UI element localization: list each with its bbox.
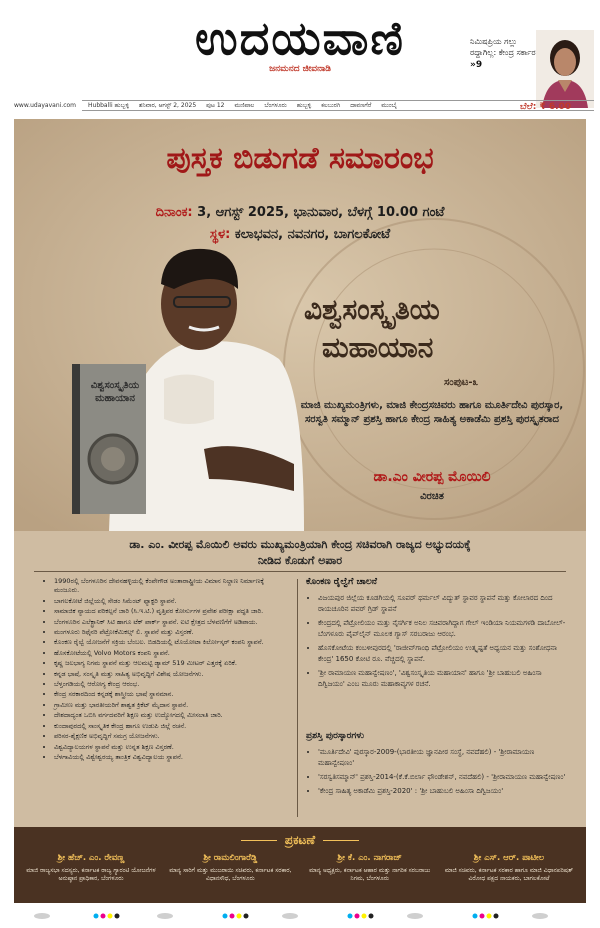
publisher-role: ಮಾನ್ಯ ಅಧ್ಯಕ್ಷರು, ಕರ್ನಾಟಕ ಆಹಾರ ಮತ್ತು ನಾಗರಿಕ ಸರಬರಾಜು ನಿಗಮ, ಬೆಂಗಳೂರು bbox=[309, 867, 431, 882]
list-item: • 1990ರಲ್ಲಿ ಬೆಂಗಳೂರಿನ ದೇವನಹಳ್ಳಿಯಲ್ಲಿ ಕೆಂಪೇಗೌಡ ಅಂತಾರಾಷ್ಟ್ರೀಯ ವಿಮಾನ ನಿಲ್ದಾಣ ನಿರ್ಮಾಣಕ್ಕೆ ಮಂಜೂರು. bbox=[54, 577, 286, 596]
publisher-card bbox=[303, 853, 437, 883]
publisher-name: ಶ್ರೀ ಹೆಚ್. ಎಂ. ರೇವಣ್ಣ bbox=[57, 853, 125, 863]
list-item: • ವಿಶ್ವವಿದ್ಯಾಲಯಗಳ ಸ್ಥಾಪನೆ ಮತ್ತು ಉನ್ನತ ಶಿಕ್ಷಣ ವಿಸ್ತರಣೆ. bbox=[54, 743, 286, 752]
publisher-name: ಶ್ರೀ ಕೆ. ಎಂ. ನಾಗರಾಜ್ bbox=[337, 853, 402, 863]
publisher-card bbox=[442, 853, 576, 883]
list-item: • ಕೊಂಕಣ ರೈಲ್ವೆ ಯೋಜನೆಗೆ ಸಕ್ರಿಯ ಬೆಂಬಲ. ಬಿಡದಿಯಲ್ಲಿ ಟೊಯೋಟಾ ಕಿರ್ಲೋಸ್ಕರ್ ಕಂಪನಿ ಸ್ಥಾಪನೆ. bbox=[54, 638, 286, 647]
side-news-page: »9 bbox=[470, 60, 483, 70]
divider bbox=[34, 571, 566, 572]
strip-item: ಕಲಬುರಗಿ bbox=[321, 102, 341, 109]
strip-item: ಮುಂಬೈ bbox=[381, 102, 397, 109]
section-heading: ಪ್ರಶಸ್ತಿ ಪುರಸ್ಕಾರಗಳು bbox=[306, 731, 365, 741]
list-item: • ಕೇಂದ್ರದಲ್ಲಿ ಪೆಟ್ರೋಲಿಯಂ ಮತ್ತು ನೈಸರ್ಗಿಕ ಅನಿಲ ಸಚಿವರಾಗಿದ್ದಾಗ ಗೇಲ್ ಇಂಡಿಯಾ ನಿಯಮಗಳಡಿ ದಾಬೋಲ್-ಬೆಂಗಳೂರು ಪೈಪ್‌ಲೈನ್ ಮೂಲಕ ಗ್ಯಾಸ್ ಸರಬರಾಜು ಆರಂಭ. bbox=[318, 618, 568, 640]
list-item: • ಮಂಗಳೂರು ರಿಫೈನರಿ ಪೆಟ್ರೋಕೆಮಿಕಲ್ಸ್ ಲಿ. ಸ್ಥಾಪನೆ ಮತ್ತು ವಿಸ್ತರಣೆ. bbox=[54, 628, 286, 637]
strip-item: ಪುಟ 12 bbox=[206, 102, 225, 109]
venue-label: ಸ್ಥಳ: bbox=[209, 227, 231, 242]
list-item: • ಕೇಂದ್ರ ಸರಕಾರದಿಂದ ಕನ್ನಡಕ್ಕೆ ಶಾಸ್ತ್ರೀಯ ಭಾಷೆ ಸ್ಥಾನಮಾನ. bbox=[54, 690, 286, 699]
publisher-card bbox=[24, 853, 158, 883]
list-item: • ಪರಿಸರ-ಶೈಕ್ಷಣಿಕ ಅಭಿವೃದ್ಧಿಗೆ ಸಮಗ್ರ ಯೋಜನೆಗಳು. bbox=[54, 732, 286, 741]
list-item: • ಕುಂದಾಪುರದಲ್ಲಿ ಸಾಂಸ್ಕೃತಿಕ ಕೇಂದ್ರ ಹಾಗೂ ಉಡುಪಿ ಜಿಲ್ಲೆ ರಚನೆ. bbox=[54, 722, 286, 731]
author-name: ಡಾ.ಎಂ ವೀರಪ್ಪ ಮೊಯಿಲಿ bbox=[373, 469, 491, 485]
event-date bbox=[14, 205, 586, 220]
publisher-card bbox=[163, 853, 297, 883]
list-item: • 'ಮೂರ್ತಿದೇವಿ' ಪುರಸ್ಕಾರ-2009-(ಭಾರತೀಯ ಜ್ಞಾನಪೀಠ ಸಂಸ್ಥೆ, ನವದೆಹಲಿ) - 'ಶ್ರೀರಾಮಾಯಣ ಮಹಾನ್ವೇಷಣಂ' bbox=[318, 747, 568, 769]
print-registration-marks bbox=[0, 906, 600, 928]
list-item: • ಬಾಗಲಕೋಟೆ ಜಿಲ್ಲೆಯಲ್ಲಿ ಸೇಡಂ ಸಿಮೆಂಟ್ ಫ್ಯಾಕ್ಟರಿ ಸ್ಥಾಪನೆ. bbox=[54, 597, 286, 606]
price-label: ಬೆಲೆ: ₹ 6.00 bbox=[520, 102, 572, 112]
list-item: • 'ಕೇಂದ್ರ ಸಾಹಿತ್ಯ ಅಕಾಡೆಮಿ ಪ್ರಶಸ್ತಿ-2020' : 'ಶ್ರೀ ಬಾಹುಬಲಿ ಅಹಿಂಸಾ ದಿಗ್ವಿಜಯಂ' bbox=[318, 786, 568, 797]
series-title-line2: ಮಹಾಯಾನ bbox=[322, 331, 434, 364]
masthead bbox=[0, 0, 600, 112]
list-item: • ವಿಜಯಪುರ ಜಿಲ್ಲೆಯ ಕೂಡಗಿಯಲ್ಲಿ ಸೂಪರ್ ಥರ್ಮಲ್ ವಿದ್ಯುತ್ ಸ್ಥಾವರ ಸ್ಥಾಪನೆ ಮತ್ತು ಕೋಲಾರದ ದಿಂದ ರಾಯಚೂರಿನ ಪವರ್ ಗ್ರಿಡ್ ಸ್ಥಾಪನೆ bbox=[318, 593, 568, 615]
strip-item: ಬೆಂಗಳೂರು bbox=[264, 102, 287, 109]
list-item: • ಹೊಸಕೋಟೆಯ ಕಂಬಳೀಪುರದಲ್ಲಿ 'ರಾಜೀವ್‌ಗಾಂಧಿ ಪೆಟ್ರೋಲಿಯಂ ಉತ್ಕೃಷ್ಟತೆ ಅಧ್ಯಯನ ಮತ್ತು ಸಂಶೋಧನಾ ಕೇಂದ್ರ' 1650 ಕೋಟಿ ರೂ. ವೆಚ್ಚದಲ್ಲಿ ಸ್ಥಾಪನೆ. bbox=[318, 643, 568, 665]
date-label: ದಿನಾಂಕ: bbox=[155, 205, 193, 220]
section-heading: ಕೊಂಕಣ ರೈಲ್ವೆಗೆ ಚಾಲನೆ bbox=[306, 577, 378, 587]
publisher-role: ಮಾನ್ಯ ಸಾರಿಗೆ ಮತ್ತು ಮುಜರಾಯಿ ಸಚಿವರು, ಕರ್ನಾಟಕ ಸರಕಾರ, ವಿಧಾನಸೌಧ, ಬೆಂಗಳೂರು bbox=[169, 867, 292, 882]
publisher-role: ಮಾಜಿ ರಾಜ್ಯಸಭಾ ಸದಸ್ಯರು, ಕರ್ನಾಟಕ ರಾಜ್ಯ ಗ್ಯಾರಂಟಿ ಯೋಜನೆಗಳ ಅನುಷ್ಠಾನ ಪ್ರಾಧಿಕಾರ, ಬೆಂಗಳೂರು bbox=[26, 867, 156, 882]
list-item: • ಕನ್ನಡ ಭಾಷೆ, ಸಂಸ್ಕೃತಿ ಮತ್ತು ಸಾಹಿತ್ಯ ಅಭಿವೃದ್ಧಿಗೆ ವಿಶೇಷ ಯೋಜನೆಗಳು. bbox=[54, 670, 286, 679]
side-news-text: ನಿಮಿಷಪ್ರಿಯ ಗಲ್ಲು ರದ್ದಾಗಿಲ್ಲ: ಕೇಂದ್ರ ಸರ್ಕಾರ bbox=[470, 37, 536, 57]
strip-item: ದಾವಣಗೆರೆ bbox=[350, 102, 372, 109]
list-item: • 'ಶ್ರೀ ರಾಮಾಯಣ ಮಹಾನ್ವೇಷಣಂ', 'ವಿಶ್ವಸಂಸ್ಕೃತಿಯ ಮಹಾಯಾನ' ಹಾಗೂ 'ಶ್ರೀ ಬಾಹುಬಲಿ ಅಹಿಂಸಾ ದಿಗ್ವಿಜಯಂ' ಎಂಬ ಮೂರು ಮಹಾಕಾವ್ಯಗಳ ರಚನೆ. bbox=[318, 668, 568, 690]
list-item: • ಬೆಂಗಳೂರಿನ ಎಲೆಕ್ಟ್ರಾನಿಕ್ ಸಿಟಿ ಹಾಗೂ ಟೆಕ್ ಪಾರ್ಕ್ ಸ್ಥಾಪನೆ. ಐಟಿ ಕ್ಷೇತ್ರದ ಬೆಳವಣಿಗೆಗೆ ಅಡಿಪಾಯ. bbox=[54, 618, 286, 627]
author-description: ಮಾಜಿ ಮುಖ್ಯಮಂತ್ರಿಗಳು, ಮಾಜಿ ಕೇಂದ್ರಸಚಿವರು ಹಾಗೂ ಮೂರ್ತಿದೇವಿ ಪುರಸ್ಕಾರ, ಸರಸ್ವತಿ ಸಮ್ಮಾನ್ ಪ್ರಶಸ್ತಿ ಹಾಗೂ ಕೇಂದ್ರ ಸಾಹಿತ್ಯ ಅಕಾಡೆಮಿ ಪ್ರಶಸ್ತಿ ಪುರಸ್ಕೃತರಾದ bbox=[300, 400, 564, 425]
awards-section bbox=[306, 731, 568, 800]
series-volume: ಸಂಪುಟ-೩ bbox=[444, 377, 479, 388]
book-launch-advert bbox=[14, 119, 586, 903]
newspaper-tagline: ಜನಮನದ ಜೀವನಾಡಿ bbox=[269, 64, 331, 74]
venue-value: ಕಲಾಭವನ, ನವನಗರ, ಬಾಗಲಕೋಟೆ bbox=[234, 227, 391, 242]
tribute-text: ಡಾ. ಎಂ. ವೀರಪ್ಪ ಮೊಯಿಲಿ ಅವರು ಮುಖ್ಯಮಂತ್ರಿಯಾಗಿ ಕೇಂದ್ರ ಸಚಿವರಾಗಿ ರಾಜ್ಯದ ಅಭ್ಯುದಯಕ್ಕೆ ನೀಡಿದ ಕೊಡುಗೆ ಅಪಾರ bbox=[129, 538, 471, 567]
list-item: • ಬೆಳಗಾವಿಯಲ್ಲಿ ವಿಶ್ವೇಶ್ವರಯ್ಯ ತಾಂತ್ರಿಕ ವಿಶ್ವವಿದ್ಯಾಲಯ ಸ್ಥಾಪನೆ. bbox=[54, 753, 286, 762]
dateline-strip bbox=[82, 100, 594, 111]
list-item: • ಗ್ರಾಮೀಣ ಮತ್ತು ಭಾರತೀಯರಿಗೆ ಶಾಶ್ವತ ಕ್ರಿಕೆಟ್ ಮೈದಾನ ಸ್ಥಾಪನೆ. bbox=[54, 701, 286, 710]
list-item: • ಹೊಸಕೋಟೆಯಲ್ಲಿ Volvo Motors ಕಂಪನಿ ಸ್ಥಾಪನೆ. bbox=[54, 649, 286, 658]
author-credit: ವಿರಚಿತ bbox=[420, 491, 444, 502]
website-url[interactable]: www.udayavani.com bbox=[14, 102, 77, 109]
date-value: 3, ಆಗಸ್ಟ್ 2025, ಭಾನುವಾರ, ಬೆಳಗ್ಗೆ 10.00 ಗಂಟೆ bbox=[197, 205, 445, 220]
book-series-title bbox=[304, 291, 564, 367]
list-item: • ಸಾಮಾಜಿಕ ನ್ಯಾಯದ ಪರಿಕಲ್ಪನೆ ಜಾರಿ (ಸಿ.ಇ.ಟಿ.) ವೃತ್ತಿಪರ ಕೋರ್ಸುಗಳ ಪ್ರವೇಶ ಪರೀಕ್ಷಾ ಪದ್ಧತಿ ಜಾರಿ. bbox=[54, 607, 286, 616]
newspaper-logo: ಉದಯವಾಣಿ bbox=[195, 11, 405, 65]
list-item: • ಕೃಷ್ಣ ಜಲಭಾಗ್ಯ ನಿಗಮ ಸ್ಥಾಪನೆ ಮತ್ತು ಆಲಮಟ್ಟಿ ಡ್ಯಾಮ್ 519 ಮೀಟರ್ ಎತ್ತರಕ್ಕೆ ಏರಿಕೆ. bbox=[54, 659, 286, 668]
ornament-line bbox=[323, 840, 359, 841]
series-title-line1: ವಿಶ್ವಸಂಸ್ಕೃತಿಯ bbox=[304, 293, 440, 326]
publisher-name: ಶ್ರೀ ಎಸ್. ಆರ್. ಪಾಟೀಲ bbox=[473, 853, 545, 863]
list-item: • 'ಸರಸ್ವತಿಸಮ್ಮಾನ್' ಪ್ರಶಸ್ತಿ-2014-(ಕೆ.ಕೆ.ಬಿರ್ಲಾ ಫೌಂಡೇಶನ್, ನವದೆಹಲಿ) - 'ಶ್ರೀರಾಮಾಯಣ ಮಹಾನ್ವೇಷಣಂ' bbox=[318, 772, 568, 783]
strip-item: ಮಣಿಪಾಲ bbox=[234, 102, 255, 109]
publisher-role: ಮಾಜಿ ಸಚಿವರು, ಕರ್ನಾಟಕ ಸರಕಾರ ಹಾಗೂ ಮಾಜಿ ವಿಧಾನಪರಿಷತ್ ವಿರೋಧ ಪಕ್ಷದ ನಾಯಕರು, ಬಾಗಲಕೋಟೆ bbox=[444, 867, 574, 882]
publishers-band bbox=[14, 827, 586, 903]
book-cover-title: ವಿಶ್ವಸಂಸ್ಕೃತಿಯ ಮಹಾಯಾನ bbox=[90, 380, 140, 404]
advert-headline: ಪುಸ್ತಕ ಬಿಡುಗಡೆ ಸಮಾರಂಭ bbox=[166, 141, 434, 176]
ornament-line bbox=[241, 840, 277, 841]
strip-item: Hubballi ಹುಬ್ಬಳ್ಳಿ bbox=[88, 102, 129, 109]
list-item: • ಬೆಳ್ತಂಗಡಿಯಲ್ಲಿ ಆರೋಗ್ಯ ಕೇಂದ್ರ ಆರಂಭ. bbox=[54, 680, 286, 689]
konkan-railway-section bbox=[306, 577, 568, 693]
portrait-photo bbox=[536, 30, 594, 108]
strip-item: ಹುಬ್ಬಳ್ಳಿ bbox=[296, 102, 312, 109]
event-venue bbox=[14, 227, 586, 242]
publishers-title-text: ಪ್ರಕಟಣೆ bbox=[284, 833, 316, 847]
publishers-title bbox=[14, 833, 586, 848]
achievements-list bbox=[44, 577, 286, 763]
side-news-teaser[interactable] bbox=[470, 36, 540, 71]
list-item: • ದೇಶದಾದ್ಯಂತ ಒಬಿಸಿ ವರ್ಗದವರಿಗೆ ಶಿಕ್ಷಣ ಮತ್ತು ಉದ್ಯೋಗದಲ್ಲಿ ಮೀಸಲಾತಿ ಜಾರಿ. bbox=[54, 711, 286, 720]
column-divider bbox=[297, 579, 298, 817]
publisher-name: ಶ್ರೀ ರಾಮಲಿಂಗಾರೆಡ್ಡಿ bbox=[203, 853, 258, 863]
strip-item: ಶನಿವಾರ, ಆಗಸ್ಟ್ 2, 2025 bbox=[138, 102, 197, 109]
